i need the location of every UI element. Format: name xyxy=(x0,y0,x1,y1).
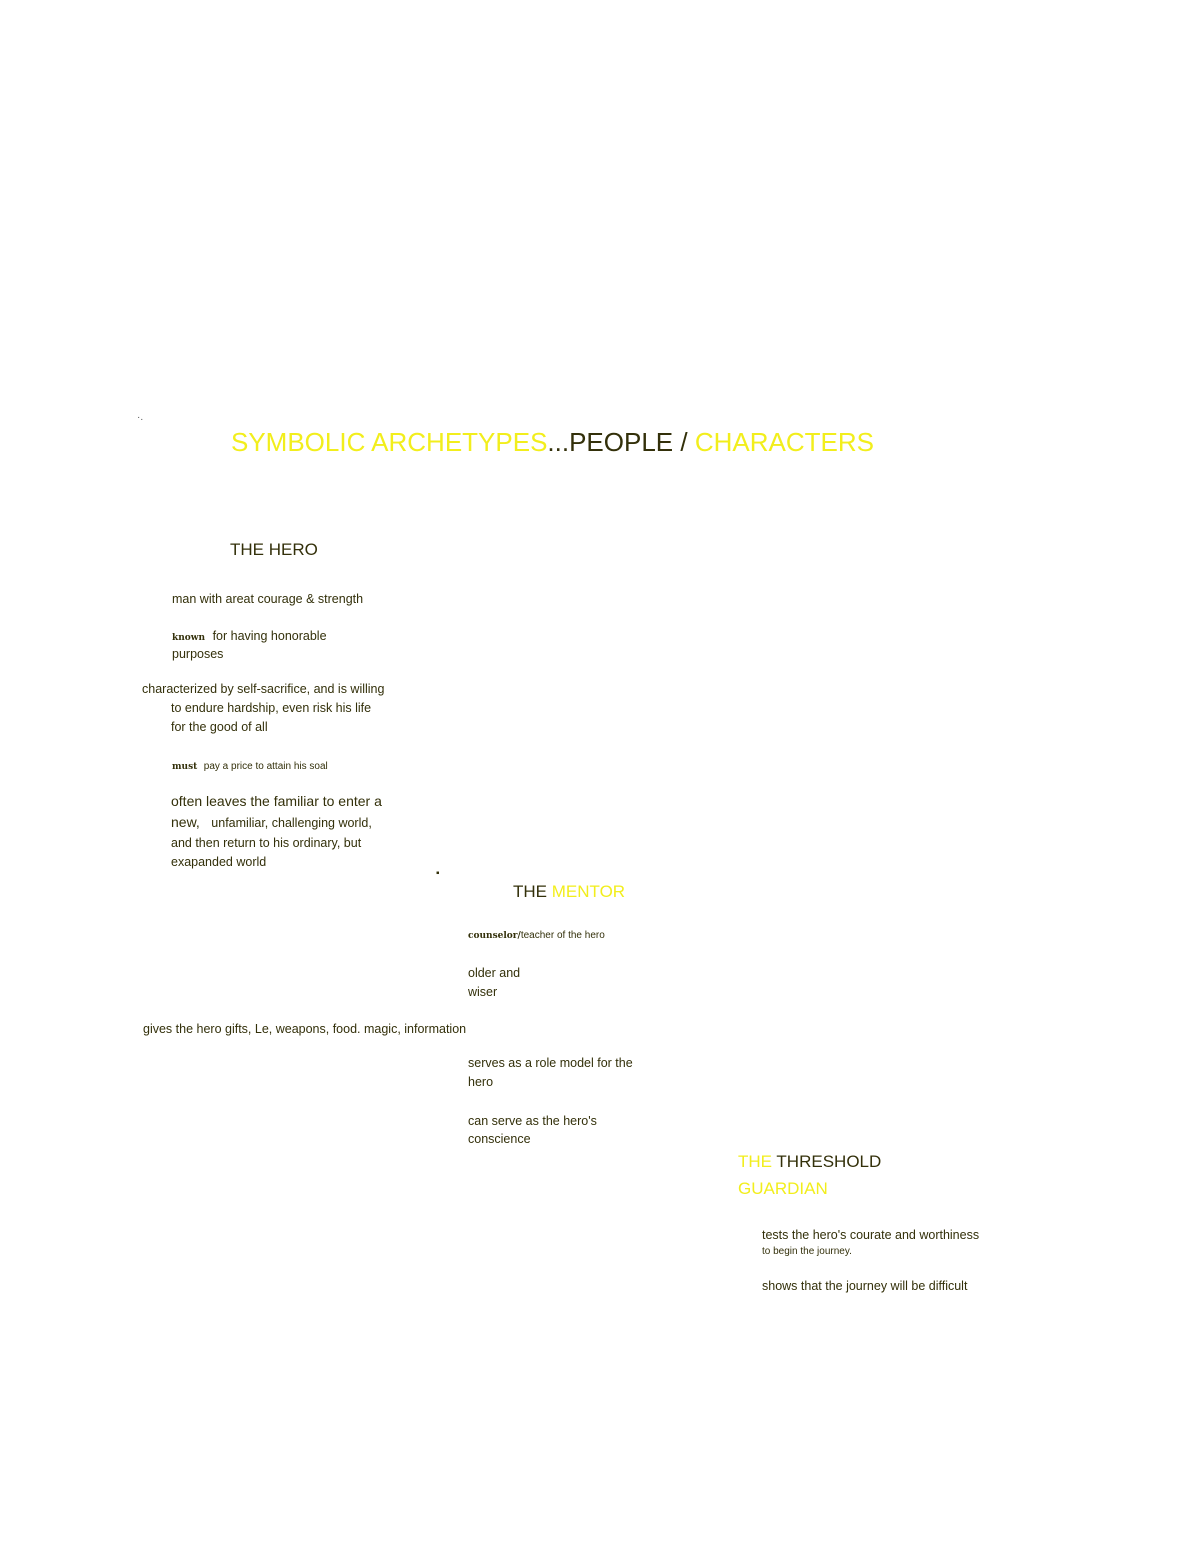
mentor-item: gives the hero gifts, Le, weapons, food. magic, information xyxy=(143,1022,467,1036)
page-title xyxy=(231,427,874,458)
mentor-item: hero xyxy=(468,1075,494,1089)
mentor-heading-the: THE xyxy=(513,882,547,901)
hero-item-new: new, xyxy=(171,814,200,830)
hero-item-must: must xyxy=(172,762,198,772)
title-part-people: PEOPLE / xyxy=(569,427,688,457)
mentor-item-teacher: teacher of the hero xyxy=(520,930,605,941)
guardian-heading-the: THE xyxy=(738,1152,772,1171)
mentor-item: conscience xyxy=(468,1132,531,1146)
hero-item-unfamiliar: unfamiliar, challenging world, xyxy=(211,816,372,830)
hero-item-price: pay a price to attain his soal xyxy=(203,761,328,772)
guardian-heading-guardian: GUARDIAN xyxy=(738,1179,828,1198)
mentor-heading xyxy=(513,882,625,902)
guardian-heading-threshold: THRESHOLD xyxy=(776,1152,882,1171)
hero-item xyxy=(171,813,372,833)
hero-item xyxy=(172,756,328,777)
mentor-item: can serve as the hero's xyxy=(468,1114,597,1128)
hero-item: to endure hardship, even risk his life xyxy=(171,701,372,715)
hero-item: and then return to his ordinary, but xyxy=(171,836,362,850)
hero-item-known: known xyxy=(172,633,206,643)
guardian-item: to begin the journey. xyxy=(762,1246,852,1257)
title-part-symbolic-archetypes: SYMBOLIC ARCHETYPES xyxy=(231,427,548,457)
guardian-item: tests the hero's courate and worthiness xyxy=(762,1228,980,1242)
mentor-item: serves as a role model for the xyxy=(468,1056,633,1070)
mentor-item-counselor: counselor/ xyxy=(468,931,521,941)
corner-mark: ·. xyxy=(137,412,144,423)
title-part-characters: CHARACTERS xyxy=(694,427,874,457)
hero-heading: THE HERO xyxy=(230,540,318,559)
hero-item-honorable: for having honorable xyxy=(212,629,327,643)
mentor-item: older and xyxy=(468,966,521,980)
mentor-item: wiser xyxy=(468,985,498,999)
guardian-heading xyxy=(738,1152,881,1172)
hero-item: characterized by self-sacrifice, and is willing xyxy=(142,682,385,696)
mentor-item xyxy=(468,930,605,941)
mentor-heading-name: MENTOR xyxy=(551,882,626,901)
hero-item: purposes xyxy=(172,647,224,661)
hero-item: for the good of all xyxy=(171,720,268,734)
hero-item: exapanded world xyxy=(171,855,267,869)
hero-item: man with areat courage & strength xyxy=(172,592,364,606)
dot-mark: ▪ xyxy=(436,868,440,879)
hero-item: often leaves the familiar to enter a xyxy=(171,793,382,809)
title-ellipsis: ... xyxy=(547,427,570,457)
guardian-item: shows that the journey will be difficult xyxy=(762,1279,968,1293)
